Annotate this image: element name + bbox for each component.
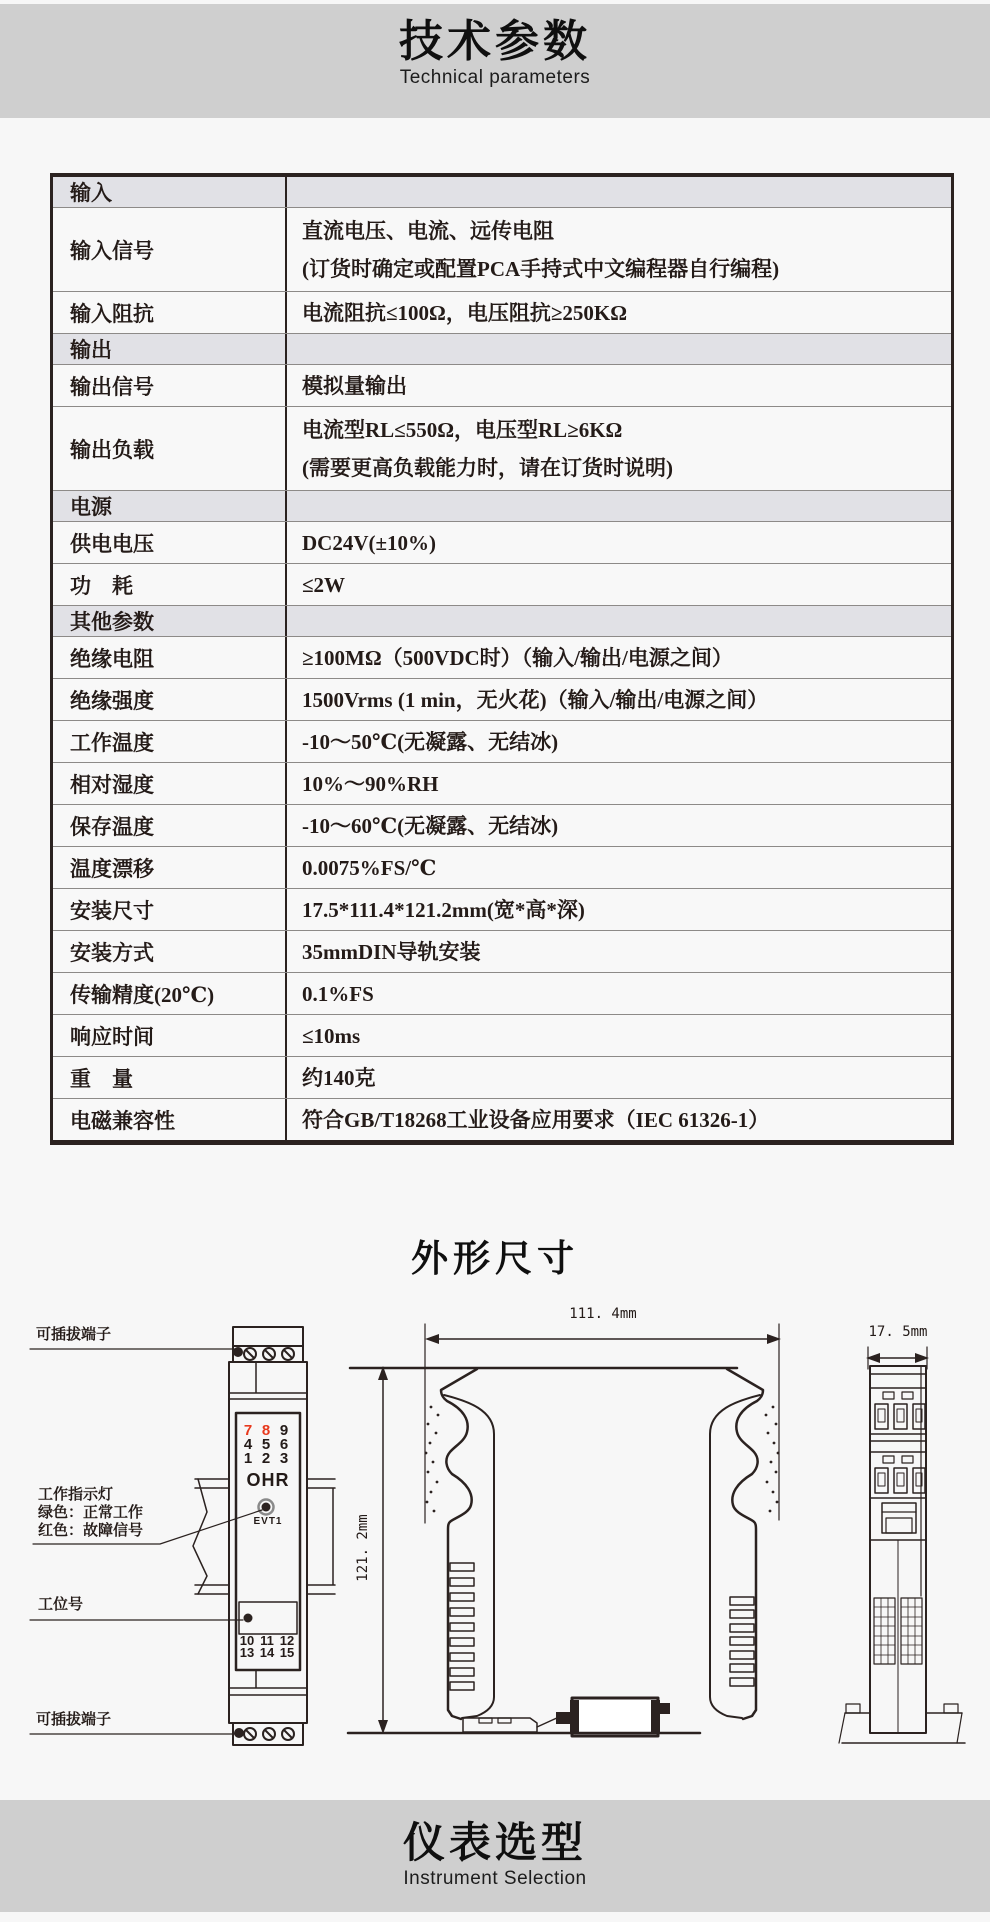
terminal-number: 6 [279, 1436, 289, 1453]
table-row [53, 888, 951, 930]
table-row [53, 804, 951, 846]
spec-value: ≤2W [302, 572, 346, 597]
terminal-number: 15 [279, 1645, 295, 1660]
terminal-number: 4 [243, 1436, 253, 1453]
terminal-numbers-bottom [237, 1635, 297, 1659]
spec-value: 35mmDIN导轨安装 [302, 939, 481, 964]
table-row [53, 406, 951, 490]
indicator-light-label [38, 1486, 143, 1540]
dimension-drawings [0, 1290, 990, 1800]
spec-label: 安装方式 [53, 931, 287, 972]
table-row [53, 678, 951, 720]
dimension-drawings-lineart [0, 1290, 990, 1800]
spec-value: 电流阻抗≤100Ω，电压阻抗≥250KΩ [302, 300, 628, 325]
spec-value [287, 334, 951, 364]
terminal-number: 8 [261, 1422, 271, 1439]
outline-section-title: 外形尺寸 [411, 1238, 579, 1279]
table-row [53, 1014, 951, 1056]
spec-value: 电流型RL≤550Ω，电压型RL≥6KΩ (需要更高负载能力时，请在订货时说明) [302, 417, 673, 480]
terminal-number: 10 [239, 1633, 255, 1648]
page-subtitle: Technical parameters [399, 67, 591, 88]
spec-value: 直流电压、电流、远传电阻 (订货时确定或配置PCA手持式中文编程器自行编程) [302, 218, 780, 281]
spec-label: 相对湿度 [53, 763, 287, 804]
spec-label: 保存温度 [53, 805, 287, 846]
spec-label: 绝缘电阻 [53, 637, 287, 678]
spec-value [287, 491, 951, 521]
side-view-dimensions [378, 1324, 781, 1734]
table-row [53, 364, 951, 406]
table-row [53, 490, 951, 521]
footer-subtitle: Instrument Selection [403, 1868, 587, 1889]
terminal-number: 11 [260, 1633, 274, 1648]
indicator-light-label-line2: 绿色：正常工作 [38, 1504, 144, 1521]
table-row [53, 333, 951, 364]
table-row [53, 1098, 951, 1140]
terminal-number: 2 [261, 1450, 271, 1467]
spec-label: 输入 [53, 177, 287, 207]
table-row [53, 1056, 951, 1098]
spec-value: ≤10ms [302, 1023, 361, 1048]
spec-label: 响应时间 [53, 1015, 287, 1056]
spec-label: 输出 [53, 334, 287, 364]
table-row [53, 972, 951, 1014]
spec-label: 输入信号 [53, 208, 287, 291]
table-row [53, 563, 951, 605]
spec-label: 重 量 [53, 1057, 287, 1098]
spec-value [287, 606, 951, 636]
spec-label: 输出负载 [53, 407, 287, 490]
width-dimension-label: 111. 4mm [569, 1306, 637, 1322]
table-row [53, 930, 951, 972]
spec-table [50, 173, 954, 1145]
front-view-din-rail [193, 1479, 335, 1594]
spec-label: 绝缘强度 [53, 679, 287, 720]
spec-value [287, 177, 951, 207]
spec-label: 功 耗 [53, 564, 287, 605]
spec-value: 10%～90%RH [302, 771, 439, 796]
table-row [53, 207, 951, 291]
terminal-number: 5 [261, 1436, 271, 1453]
table-row [53, 636, 951, 678]
page-title: 技术参数 [399, 17, 591, 66]
spec-label: 工作温度 [53, 721, 287, 762]
terminal-numbers-top [239, 1424, 293, 1466]
spec-label: 温度漂移 [53, 847, 287, 888]
table-row [53, 291, 951, 333]
spec-value: DC24V(±10%) [302, 530, 437, 555]
spec-label: 其他参数 [53, 606, 287, 636]
terminal-number: 12 [279, 1633, 295, 1648]
depth-dimension-label: 17. 5mm [868, 1324, 928, 1340]
spec-value: ≥100MΩ（500VDC时）（输入/输出/电源之间） [302, 645, 733, 670]
terminal-number: 3 [279, 1450, 289, 1467]
station-number-label: 工位号 [38, 1596, 84, 1613]
terminal-number: 14 [259, 1645, 275, 1660]
spec-label: 传输精度(20℃) [53, 973, 287, 1014]
footer-band [0, 1800, 990, 1912]
table-row [53, 762, 951, 804]
table-row [53, 605, 951, 636]
spec-value: 模拟量输出 [302, 373, 407, 398]
spec-value: 符合GB/T18268工业设备应用要求（IEC 61326-1） [302, 1107, 770, 1132]
pluggable-terminal-top-label: 可插拔端子 [36, 1326, 112, 1343]
front-view-module [229, 1327, 307, 1745]
spec-value: 0.0075%FS/℃ [302, 855, 437, 880]
header-band [0, 4, 990, 118]
leader-lines [30, 1349, 262, 1734]
pluggable-terminal-bottom-label: 可插拔端子 [36, 1711, 112, 1728]
spec-value: 17.5*111.4*121.2mm(宽*高*深) [302, 897, 585, 922]
spec-value: 1500Vrms (1 min，无火花)（输入/输出/电源之间） [302, 687, 769, 712]
spec-label: 供电电压 [53, 522, 287, 563]
spec-label: 电磁兼容性 [53, 1099, 287, 1140]
terminal-number: 1 [243, 1450, 253, 1467]
terminal-number: 9 [279, 1422, 289, 1439]
footer-title: 仪表选型 [402, 1819, 587, 1866]
height-dimension-label: 121. 2mm [355, 1514, 371, 1582]
spec-label: 输入阻抗 [53, 292, 287, 333]
spec-label: 电源 [53, 491, 287, 521]
end-view-module [839, 1366, 965, 1743]
led-label: EVT1 [253, 1516, 283, 1527]
spec-value: 0.1%FS [302, 981, 374, 1006]
spec-label: 输出信号 [53, 365, 287, 406]
indicator-light-label-line3: 红色：故障信号 [38, 1522, 144, 1539]
table-row [53, 177, 951, 207]
spec-value: -10～60℃(无凝露、无结冰) [302, 813, 559, 838]
ohr-logo: OHR [246, 1470, 290, 1490]
spec-value: -10～50℃(无凝露、无结冰) [302, 729, 559, 754]
indicator-light-label-line1: 工作指示灯 [38, 1486, 114, 1503]
table-row [53, 720, 951, 762]
terminal-number: 7 [243, 1422, 253, 1439]
table-row [53, 846, 951, 888]
table-row [53, 521, 951, 563]
side-view-profile [348, 1368, 779, 1736]
spec-value: 约140克 [302, 1065, 376, 1090]
terminal-number: 13 [239, 1645, 255, 1660]
spec-label: 安装尺寸 [53, 889, 287, 930]
